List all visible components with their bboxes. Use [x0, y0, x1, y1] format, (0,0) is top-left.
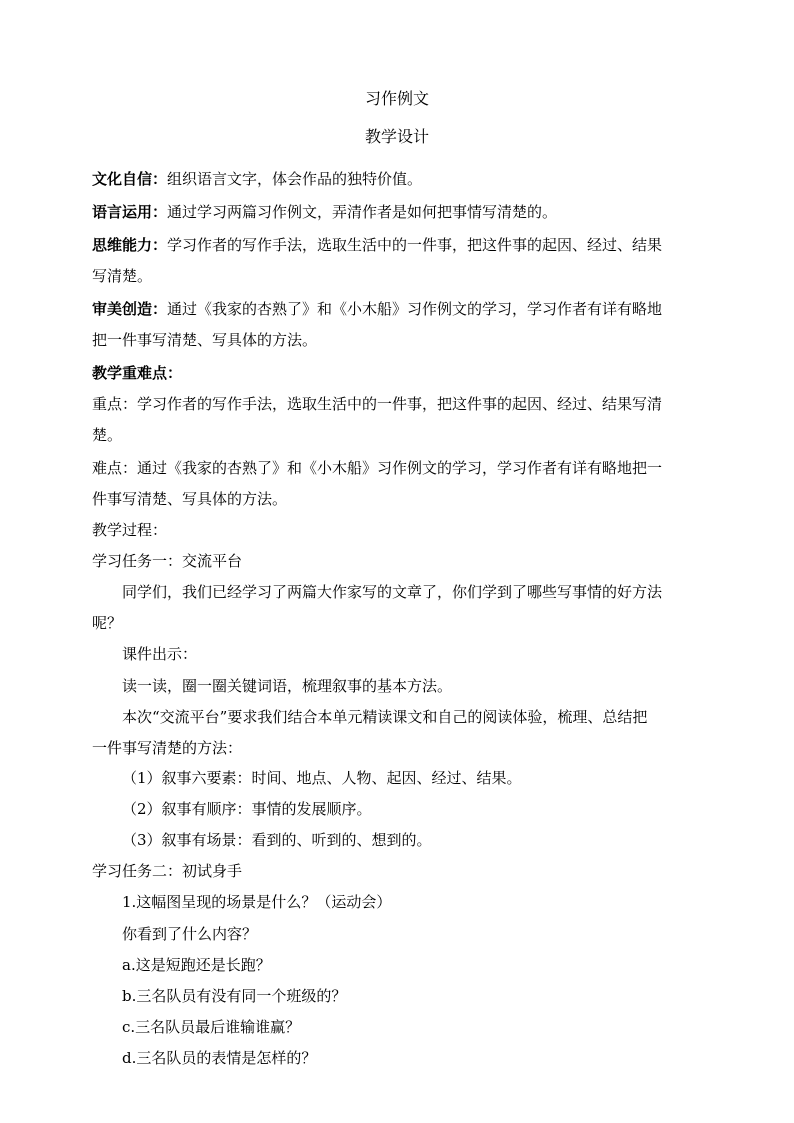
- paragraph: 本次“交流平台”要求我们结合本单元精读课文和自己的阅读体验，梳理、总结把: [122, 708, 648, 726]
- question-item: d.三名队员的表情是怎样的？: [122, 1049, 317, 1067]
- method-item: （3）叙事有场景：看到的、听到的、想到的。: [122, 831, 432, 849]
- objective-culture: [92, 168, 704, 190]
- objective-text: 通过《我家的杏熟了》和《小木船》习作例文的学习，学习作者有详有略地: [167, 300, 663, 318]
- question-item: 你看到了什么内容？: [122, 925, 258, 943]
- method-item: （2）叙事有顺序：事情的发展顺序。: [122, 800, 372, 818]
- question-item: a.这是短跑还是长跑？: [122, 956, 271, 974]
- objective-text: 通过学习两篇习作例文，弄清作者是如何把事情写清楚的。: [167, 203, 558, 221]
- objective-label: 文化自信：: [92, 170, 168, 188]
- objective-text: 学习作者的写作手法，选取生活中的一件事，把这件事的起因、经过、结果: [167, 236, 663, 254]
- method-item: （1）叙事六要素：时间、地点、人物、起因、经过、结果。: [122, 769, 522, 787]
- objective-thinking: [92, 234, 704, 256]
- question-item: c.三名队员最后谁输谁赢？: [122, 1018, 301, 1036]
- key-points-heading: 教学重难点：: [92, 364, 183, 382]
- process-heading: 教学过程：: [92, 521, 168, 539]
- paragraph-cont: 呢？: [92, 614, 123, 632]
- question-item: b.三名队员有没有同一个班级的？: [122, 987, 347, 1005]
- task-two-heading: 学习任务二：初试身手: [92, 862, 243, 880]
- objective-label: 语言运用：: [92, 203, 168, 221]
- key-point-difficult-cont: 件事写清楚、写具体的方法。: [92, 490, 288, 508]
- paragraph: 同学们，我们已经学习了两篇大作家写的文章了，你们学到了哪些写事情的好方法: [122, 583, 663, 601]
- doc-subtitle: 教学设计: [364, 127, 429, 146]
- paragraph: 读一读，圈一圈关键词语，梳理叙事的基本方法。: [122, 677, 453, 695]
- paragraph-cont: 一件事写清楚的方法：: [92, 739, 243, 757]
- paragraph: 课件出示：: [122, 645, 198, 663]
- objective-language: [92, 201, 704, 223]
- objective-thinking-cont: 写清楚。: [92, 267, 153, 285]
- objective-label: 审美创造：: [92, 300, 168, 318]
- key-point-important: 重点：学习作者的写作手法，选取生活中的一件事，把这件事的起因、经过、结果写清: [92, 395, 663, 413]
- key-point-important-cont: 楚。: [92, 426, 123, 444]
- objective-aesthetic-cont: 把一件事写清楚、写具体的方法。: [92, 331, 318, 349]
- objective-aesthetic: [92, 298, 704, 320]
- objective-text: 组织语言文字，体会作品的独特价值。: [167, 170, 423, 188]
- key-point-difficult: 难点：通过《我家的杏熟了》和《小木船》习作例文的学习，学习作者有详有略地把一: [92, 459, 663, 477]
- task-one-heading: 学习任务一：交流平台: [92, 552, 243, 570]
- objective-label: 思维能力：: [92, 236, 168, 254]
- doc-title: 习作例文: [364, 89, 429, 108]
- question-item: 1.这幅图呈现的场景是什么？（运动会）: [122, 893, 392, 911]
